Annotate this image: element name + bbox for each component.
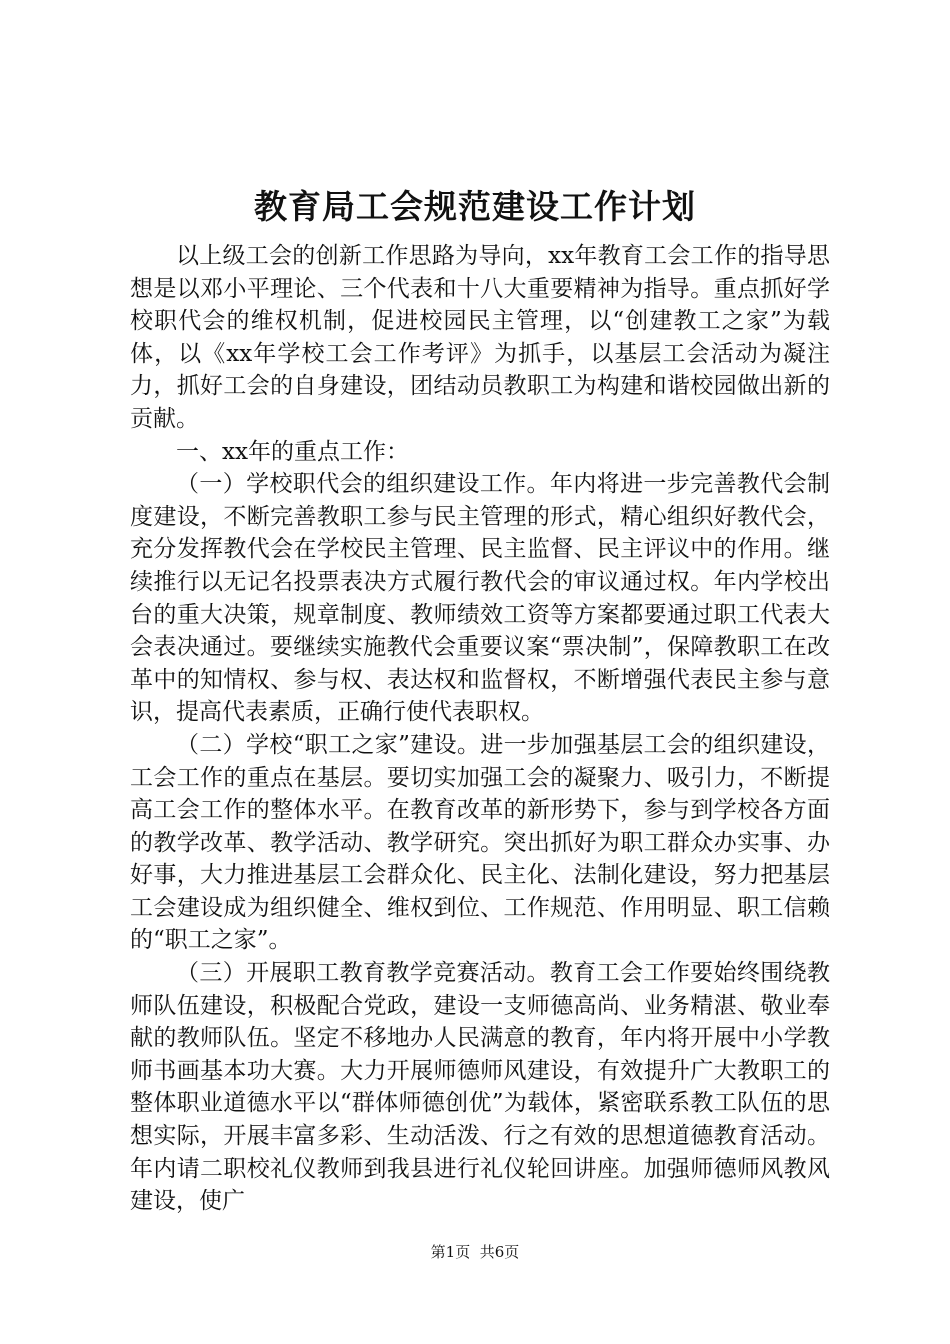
paragraph-item-2: （二）学校“职工之家”建设。进一步加强基层工会的组织建设，工会工作的重点在基层。要切实加强工会的凝聚力、吸引力，不断提高工会工作的整体水平。在教育改革的新形势下，参与到学校各方面的教学改革、教学活动、教学研究。突出抓好为职工群众办实事、办好事，大力推进基层工会群众化、民主化、法制化建设，努力把基层工会建设成为组织健全、维权到位、工作规范、作用明显、职工信赖的“职工之家”。 — [130, 731, 830, 954]
page-footer — [0, 1242, 950, 1262]
page-total: 共6页 — [479, 1243, 520, 1261]
paragraph-item-1: （一）学校职代会的组织建设工作。年内将进一步完善教代会制度建设，不断完善教职工参与民主管理的形式，精心组织好教代会，充分发挥教代会在学校民主管理、民主监督、民主评议中的作用。继续推行以无记名投票表决方式履行教代会的审议通过权。年内学校出台的重大决策，规章制度、教师绩效工资等方案都要通过职工代表大会表决通过。要继续实施教代会重要议案“票决制”，保障教职工在改革中的知情权、参与权、表达权和监督权，不断增强代表民主参与意识，提高代表素质，正确行使代表职权。 — [130, 471, 830, 726]
document-body — [130, 240, 830, 1218]
section-heading-key-work: 一、xx年的重点工作： — [176, 438, 409, 465]
document-title: 教育局工会规范建设工作计划 — [254, 187, 696, 226]
page-number: 第1页 — [430, 1243, 471, 1261]
paragraph-intro: 以上级工会的创新工作思路为导向，xx年教育工会工作的指导思想是以邓小平理论、三个代表和十八大重要精神为指导。重点抓好学校职代会的维权机制，促进校园民主管理，以“创建教工之家”为载体，以《xx年学校工会工作考评》为抓手，以基层工会活动为凝注力，抓好工会的自身建设，团结动员教职工为构建和谐校园做出新的贡献。 — [130, 243, 830, 432]
paragraph-item-3: （三）开展职工教育教学竞赛活动。教育工会工作要始终围绕教师队伍建设，积极配合党政，建设一支师德高尚、业务精湛、敬业奉献的教师队伍。坚定不移地办人民满意的教育，年内将开展中小学教师书画基本功大赛。大力开展师德师风建设，有效提升广大教职工的整体职业道德水平以“群体师德创优”为载体，紧密联系教工队伍的思想实际，开展丰富多彩、生动活泼、行之有效的思想道德教育活动。年内请二职校礼仪教师到我县进行礼仪轮回讲座。加强师德师风教风建设，使广 — [130, 960, 830, 1215]
